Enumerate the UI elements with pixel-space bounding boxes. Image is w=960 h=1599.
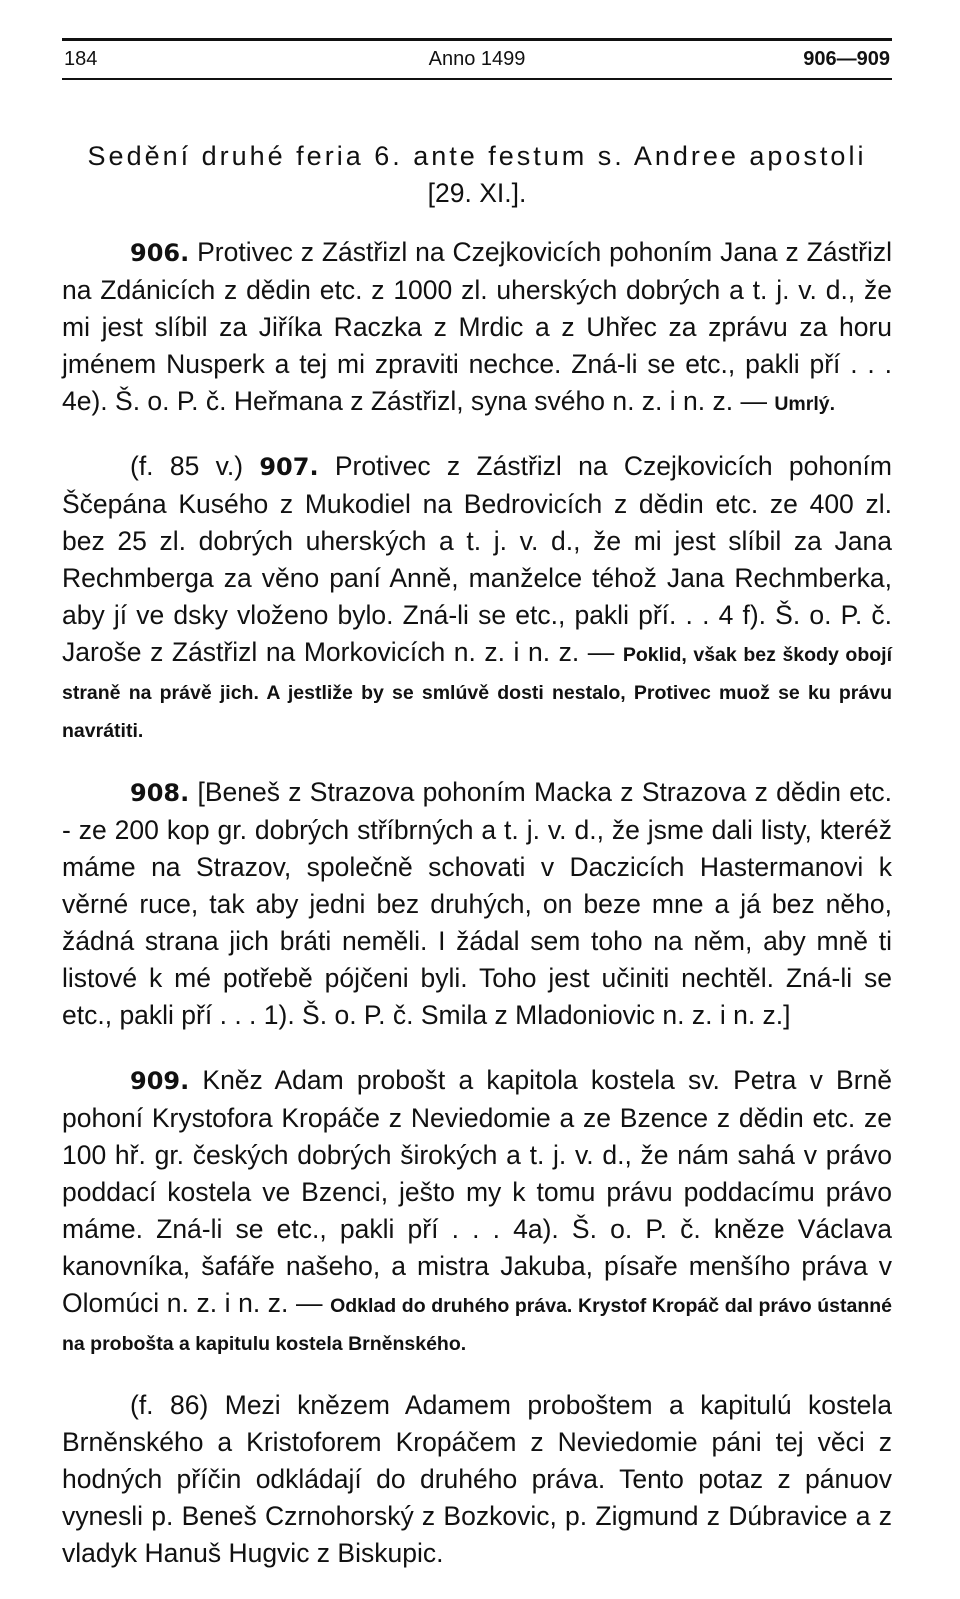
closing-paragraph: (f. 86) Mezi knězem Adamem proboštem a kapitulú kostela Brněnského a Kristoforem Kropáčem z Neviedomie páni tej věci z hodných příčin odkládají do druhého práva. Tento potaz z pánuov vynesli p. Beneš Czrnohorský z Bozkovic, p. Zigmund z Dúbravice a z vladyk Hanuš Hugvic z Biskupic. [62,1390,892,1568]
entry-number: 907. [259,452,319,481]
entry-range: 906—909 [803,48,890,70]
header-rule [62,78,892,80]
top-rule [62,38,892,41]
entry-number: 908. [130,779,190,807]
entry-906 [62,234,892,421]
entry-text: Kněz Adam probošt a kapitola kostela sv. Petra v Brně pohoní Krystofora Kropáče z Neviedomie a ze Bzence z dědin etc. ze 100 hř. gr. českých dobrých širokých a t. j. v. d., že nám sahá v právo poddací kostela ve Bzenci, ješto my k tomu právu poddacímu právo máme. Zná-li se etc., pakli pří . . . 4a). Š. o. P. č. kněze Václava kanovníka, šafáře našeho, a mistra Jakuba, písaře menšího práva v Olomúci n. z. i n. z. — [62,1064,892,1318]
page-number: 184 [64,48,98,70]
session-date: [29. XI.]. [427,178,527,208]
folio-ref: (f. 85 v.) [130,450,260,481]
session-heading: Sedění druhé feria 6. ante festum s. Andree apostoli [87,141,867,171]
entry-text: [Beneš z Strazova pohoním Macka z Strazova z dědin etc. - ze 200 kop gr. dobrých stříbrných a t. j. v. d., že jsme dali listy, kteréž máme na Strazov, společně schovati v Daczicích Hastermanovi k věrné ruce, tak aby jedni bez druhých, on beze mne a já bez něho, žádná strana jich bráti neměli. I žádal sem toho na něm, aby mně ti listové k mé potřebě pójčeni byli. Toho jest učiniti nechtěl. Zná-li se etc., pakli pří . . . 1). Š. o. P. č. Smila z Mladoniovic n. z. i n. z.] [62,777,892,1030]
entry-text: Protivec z Zástřizl na Czejkovicích pohoním Jana z Zástřizl na Zdánicích z dědin etc. z 1000 zl. uherských dobrých a t. j. v. d., že mi jest slíbil za Jiříka Raczka z Mrdic a z Uhřec za zprávu za horu jménem Nusperk a tej mi zpraviti nechce. Zná-li se etc., pakli pří . . . 4e). Š. o. P. č. Heřmana z Zástřizl, syna svého n. z. i n. z. — [62,237,892,416]
body-text [62,138,892,1572]
entry-908 [62,774,892,1035]
entry-909 [62,1062,892,1361]
running-head [62,36,892,80]
entry-text: Protivec z Zástřizl na Czejkovicích pohoním Ščepána Kusého z Mukodiel na Bedrovicích z dědin etc. ze 400 zl. bez 25 zl. dobrých uherských a t. j. v. d., že mi jest slíbil za Jana Rechmberga za věno paní Anně, manželce téhož Jana Rechmberka, aby jí ve dsky vloženo bylo. Zná-li se etc., pakli pří. . . 4 f). Š. o. P. č. Jaroše z Zástřizl na Morkovicích n. z. i n. z. — [62,450,892,667]
entry-note: Odklad do druhého práva. Krystof Kropáč dal právo ústanné na probošta a kapitulu kostela Brněnského. [62,1294,893,1355]
entry-note: Umrlý. [774,393,836,415]
entry-number: 909. [130,1066,190,1095]
entry-907 [62,448,892,748]
document-page [62,36,892,1599]
entry-note: Poklid, však bez škody obojí straně na právě jich. A jestliže by se smlúvě dosti nestalo, Protivec muož se ku právu navrátiti. [62,643,892,742]
entry-number: 906. [130,239,190,267]
running-title: Anno 1499 [428,48,526,70]
